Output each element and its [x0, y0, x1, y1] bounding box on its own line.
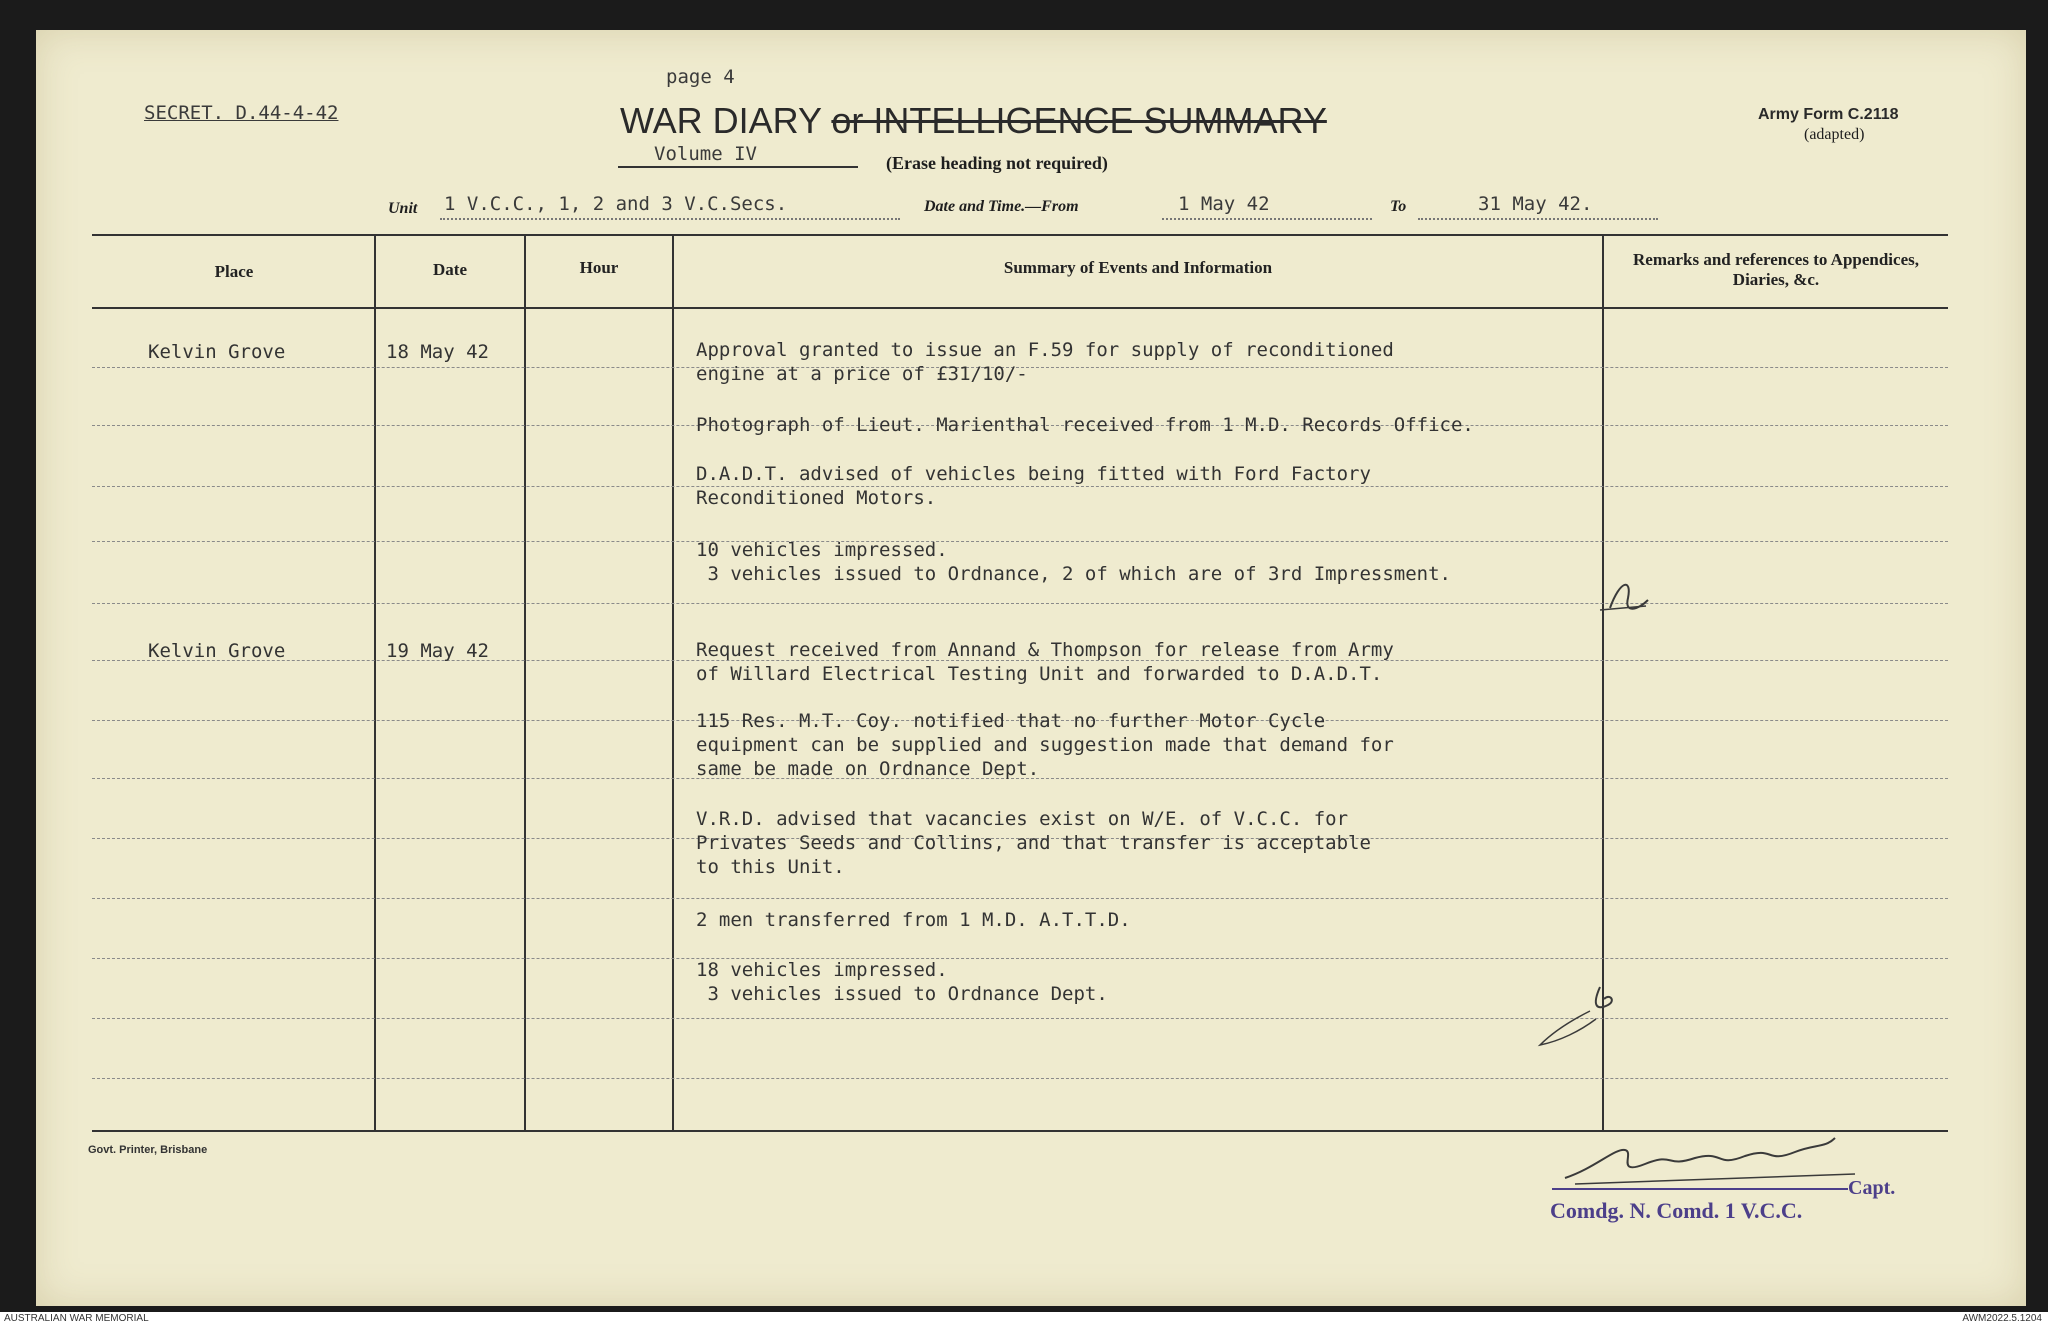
signature-line — [1552, 1188, 1848, 1190]
entry-item: 115 Res. M.T. Coy. notified that no further Motor Cycle equipment can be supplied and suggestion made that demand for same be made on Ordnance Dept. — [696, 710, 1394, 780]
table-top-border — [92, 234, 1948, 236]
entry-date: 18 May 42 — [386, 341, 489, 363]
column-divider — [524, 234, 526, 1130]
printer-note: Govt. Printer, Brisbane — [88, 1144, 208, 1156]
to-dotted-line — [1418, 218, 1658, 220]
command-stamp: Comdg. N. Comd. 1 V.C.C. — [1550, 1198, 1803, 1223]
column-header-remarks: Remarks and references to Appendices, Diaries, &c. — [1633, 250, 1919, 289]
secret-reference: SECRET. D.44-4-42 — [144, 102, 339, 124]
page-title — [620, 100, 1327, 142]
column-header-summary: Summary of Events and Information — [1003, 258, 1273, 277]
form-adapted: (adapted) — [1804, 126, 1865, 143]
entry-place: Kelvin Grove — [148, 640, 286, 662]
initials-mark — [1590, 570, 1660, 620]
row-rule — [92, 898, 1948, 899]
entry-item: 10 vehicles impressed. 3 vehicles issued to Ordnance, 2 of which are of 3rd Impressment. — [696, 539, 1451, 585]
entry-item: 2 men transferred from 1 M.D. A.T.T.D. — [696, 909, 1131, 931]
table-header-border — [92, 307, 1948, 309]
from-dotted-line — [1162, 218, 1372, 220]
entry-item: V.R.D. advised that vacancies exist on W/E. of V.C.C. for Privates Seeds and Collins, and that transfer is acceptable to this Unit. — [696, 808, 1371, 878]
from-date: 1 May 42 — [1178, 193, 1270, 215]
row-rule — [92, 1018, 1948, 1019]
erase-note: (Erase heading not required) — [886, 153, 1108, 173]
title-war-diary: WAR DIARY — [620, 100, 822, 141]
column-header-place: Place — [214, 262, 254, 281]
entry-item: Photograph of Lieut. Marienthal received from 1 M.D. Records Office. — [696, 414, 1474, 436]
entry-item: Request received from Annand & Thompson for release from Army of Willard Electrical Testing Unit and forwarded to D.A.D.T. — [696, 639, 1394, 685]
initials-mark — [1530, 975, 1640, 1055]
commander-signature — [1555, 1128, 1875, 1190]
unit-dotted-line — [440, 218, 900, 220]
rank-stamp: Capt. — [1848, 1177, 1896, 1199]
unit-value: 1 V.C.C., 1, 2 and 3 V.C.Secs. — [444, 193, 788, 215]
entry-item: D.A.D.T. advised of vehicles being fitted with Ford Factory Reconditioned Motors. — [696, 463, 1371, 509]
entry-item: Approval granted to issue an F.59 for supply of reconditioned engine at a price of £31/10/- — [696, 339, 1394, 385]
army-form-number: Army Form C.2118 — [1758, 106, 1899, 123]
column-header-date: Date — [433, 260, 467, 279]
to-label: To — [1390, 198, 1407, 215]
title-struck-through: or INTELLIGENCE SUMMARY — [831, 100, 1327, 141]
archive-source: AUSTRALIAN WAR MEMORIAL — [4, 1313, 149, 1324]
row-rule — [92, 1078, 1948, 1079]
row-rule — [92, 603, 1948, 604]
column-divider — [672, 234, 674, 1130]
archive-bar — [0, 1312, 2048, 1326]
entry-date: 19 May 42 — [386, 640, 489, 662]
page-number: page 4 — [666, 66, 735, 88]
volume-underline — [618, 166, 858, 168]
entry-place: Kelvin Grove — [148, 341, 286, 363]
column-header-hour: Hour — [579, 258, 619, 277]
volume-label: Volume IV — [654, 143, 757, 165]
column-divider — [374, 234, 376, 1130]
unit-label: Unit — [388, 200, 418, 217]
entry-item: 18 vehicles impressed. 3 vehicles issued to Ordnance Dept. — [696, 959, 1108, 1005]
to-date: 31 May 42. — [1478, 193, 1593, 215]
date-time-label: Date and Time.—From — [924, 198, 1079, 215]
archive-reference: AWM2022.5.1204 — [1962, 1313, 2042, 1324]
